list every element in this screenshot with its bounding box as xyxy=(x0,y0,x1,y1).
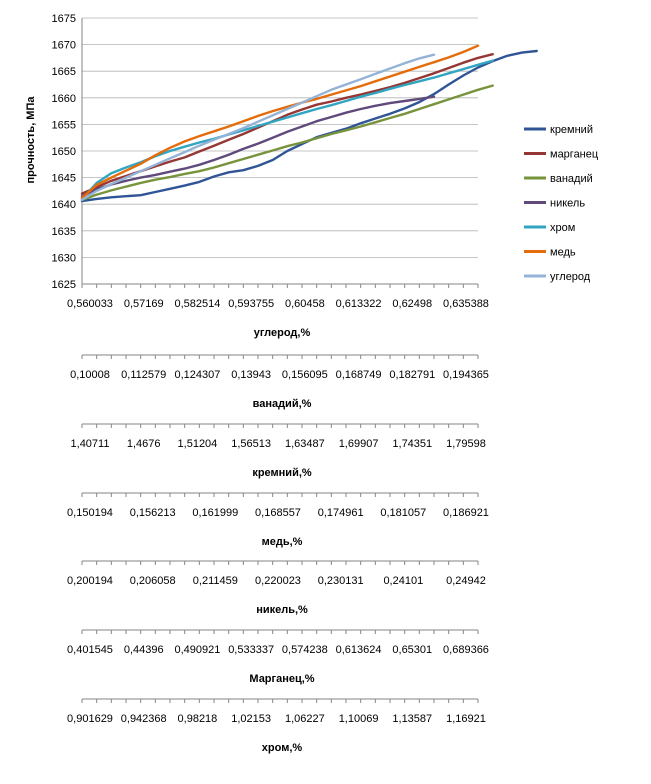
legend-label: никель xyxy=(550,197,586,210)
y-axis xyxy=(52,13,82,291)
x-tick-label: 1,74351 xyxy=(392,438,433,450)
x-tick-label: 0,13943 xyxy=(231,369,272,381)
x-tick-label: 0,901629 xyxy=(67,713,113,725)
x-tick-label: 0,200194 xyxy=(67,575,113,587)
x-tick-label: 0,44396 xyxy=(123,644,164,656)
x-tick-label: 0,168557 xyxy=(255,507,301,519)
x-axes xyxy=(67,284,489,754)
x-axis-2 xyxy=(70,355,489,410)
x-tick-label: 0,10008 xyxy=(70,369,110,381)
y-tick-label: 1665 xyxy=(51,66,76,79)
x-tick-label: 1,63487 xyxy=(284,438,325,450)
legend xyxy=(524,124,599,283)
x-tick-label: 0,582514 xyxy=(174,298,221,310)
y-tick-label: 1640 xyxy=(51,199,76,212)
x-tick-label: 0,635388 xyxy=(443,298,489,310)
y-tick-label: 1625 xyxy=(51,279,76,291)
series-line-никель xyxy=(82,97,434,197)
y-tick-label: 1630 xyxy=(51,252,76,265)
series-line-ванадий xyxy=(82,86,493,200)
x-axis-label: кремний,% xyxy=(252,467,312,479)
x-tick-label: 0,194365 xyxy=(443,369,489,381)
y-tick-label: 1670 xyxy=(51,39,76,52)
x-tick-label: 0,230131 xyxy=(317,575,364,587)
y-tick-label: 1635 xyxy=(51,225,76,238)
x-tick-label: 0,150194 xyxy=(67,507,113,519)
x-axis-label: никель,% xyxy=(256,604,308,616)
x-tick-label: 1,10069 xyxy=(338,713,379,725)
y-tick-label: 1675 xyxy=(51,13,76,25)
x-tick-label: 0,57169 xyxy=(123,298,164,310)
x-tick-label: 0,112579 xyxy=(121,369,167,381)
y-tick-label: 1660 xyxy=(51,92,76,105)
x-tick-label: 1,4676 xyxy=(126,438,161,450)
x-axis-label: Марганец,% xyxy=(249,673,315,685)
series-line-кремний xyxy=(82,51,537,201)
x-axis-label: углерод,% xyxy=(253,327,311,339)
x-tick-label: 0,24101 xyxy=(383,575,424,587)
x-tick-label: 1,40711 xyxy=(70,438,110,450)
x-tick-label: 0,613624 xyxy=(335,644,382,656)
x-tick-label: 0,174961 xyxy=(317,507,364,519)
x-tick-label: 0,220023 xyxy=(255,575,301,587)
x-axis-4 xyxy=(67,493,489,548)
x-axis-label: медь,% xyxy=(261,536,303,548)
x-tick-label: 0,60458 xyxy=(284,298,325,310)
y-tick-label: 1645 xyxy=(51,172,76,185)
x-axis-1 xyxy=(67,284,489,339)
x-tick-label: 0,65301 xyxy=(392,644,433,656)
y-axis-label: прочность, МПа xyxy=(25,96,37,184)
x-tick-label: 0,560033 xyxy=(67,298,113,310)
x-tick-label: 1,69907 xyxy=(338,438,379,450)
x-tick-label: 0,211459 xyxy=(192,575,238,587)
x-axis-6 xyxy=(67,630,489,685)
x-tick-label: 0,574238 xyxy=(281,644,328,656)
x-tick-label: 1,13587 xyxy=(392,713,433,725)
legend-label: кремний xyxy=(550,124,593,136)
x-tick-label: 0,490921 xyxy=(174,644,221,656)
x-tick-label: 1,06227 xyxy=(284,713,325,725)
x-tick-label: 0,689366 xyxy=(443,644,489,656)
x-tick-label: 0,182791 xyxy=(389,369,436,381)
series-line-марганец xyxy=(82,54,493,193)
x-tick-label: 0,613322 xyxy=(335,298,382,310)
y-tick-label: 1655 xyxy=(51,119,76,132)
series-line-медь xyxy=(82,46,478,198)
x-tick-label: 0,98218 xyxy=(177,713,218,725)
x-axis-3 xyxy=(71,424,486,479)
x-tick-label: 0,168749 xyxy=(335,369,382,381)
x-tick-label: 0,156213 xyxy=(129,507,176,519)
x-tick-label: 0,161999 xyxy=(192,507,239,519)
x-tick-label: 0,942368 xyxy=(120,713,167,725)
x-tick-label: 0,181057 xyxy=(380,507,427,519)
x-tick-label: 0,156095 xyxy=(281,369,328,381)
x-tick-label: 1,56513 xyxy=(231,438,272,450)
x-tick-label: 0,533337 xyxy=(228,644,275,656)
x-axis-7 xyxy=(67,699,486,754)
x-tick-label: 0,206058 xyxy=(129,575,176,587)
x-tick-label: 1,02153 xyxy=(231,713,272,725)
y-tick-label: 1650 xyxy=(51,146,76,158)
x-tick-label: 0,401545 xyxy=(67,644,113,656)
x-tick-label: 0,186921 xyxy=(443,507,489,519)
legend-label: медь xyxy=(550,246,576,259)
legend-label: углерод xyxy=(550,271,591,283)
x-axis-5 xyxy=(67,561,486,616)
x-tick-label: 0,62498 xyxy=(392,298,433,310)
x-tick-label: 0,24942 xyxy=(446,575,486,587)
legend-label: хром xyxy=(550,222,576,234)
x-axis-label: хром,% xyxy=(261,742,303,754)
x-tick-label: 0,124307 xyxy=(174,369,221,381)
x-tick-label: 1,51204 xyxy=(177,438,218,450)
x-tick-label: 1,16921 xyxy=(446,713,486,725)
x-tick-label: 0,593755 xyxy=(228,298,275,310)
legend-label: ванадий xyxy=(550,173,593,185)
x-axis-label: ванадий,% xyxy=(252,398,312,410)
x-tick-label: 1,79598 xyxy=(446,438,486,450)
legend-label: марганец xyxy=(550,148,599,161)
